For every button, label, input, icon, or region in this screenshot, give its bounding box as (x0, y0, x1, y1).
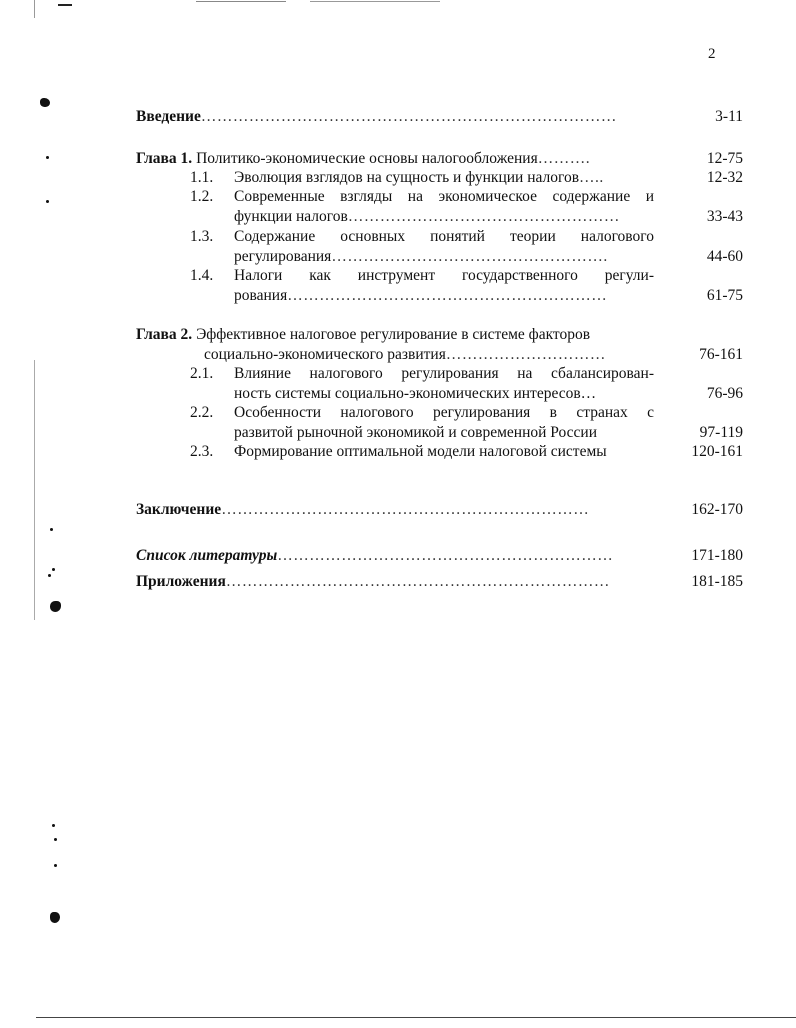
scan-artifact-left-edge (34, 0, 35, 18)
section-number: 2.1. (190, 365, 214, 382)
toc-page-range: 171-180 (691, 547, 743, 564)
scan-artifact-bottom-line (36, 1017, 796, 1018)
section-title: Эволюция взглядов на сущность и функции налогов (234, 169, 580, 186)
toc-page-range: 97-119 (699, 424, 743, 441)
chapter-prefix: Глава 2. (136, 326, 193, 343)
scan-artifact-speck (50, 528, 53, 531)
scan-artifact-left-edge (34, 360, 35, 620)
scan-artifact-speck (52, 824, 55, 827)
toc-dots: ……………………………………………. (331, 248, 608, 265)
section-number: 1.3. (190, 228, 214, 245)
toc-page-range: 162-170 (691, 501, 743, 518)
section-title-cont: регулирования (234, 248, 332, 265)
scan-artifact-speck (46, 156, 49, 159)
page-number: 2 (708, 46, 716, 62)
scan-artifact-blot (50, 912, 60, 923)
toc-section-1-3[interactable] (136, 227, 743, 267)
chapter-title-cont: социально-экономического развития (204, 346, 446, 363)
toc-dots: …………………………………………………………………… (200, 108, 617, 125)
chapter-prefix: Глава 1. (136, 150, 193, 167)
toc-chapter-1[interactable] (136, 149, 743, 169)
toc-page-range: 120-161 (691, 443, 743, 460)
section-title: Содержание основных понятий теории налогового (234, 228, 654, 245)
toc-page-range: 76-96 (706, 385, 743, 402)
toc-page-range: 12-75 (706, 150, 743, 167)
section-title: Влияние налогового регулирования на сбалансирован- (234, 365, 654, 382)
chapter-title: Эффективное налоговое регулирование в системе факторов (196, 326, 591, 343)
toc-page-range: 12-32 (706, 169, 743, 186)
toc-section-1-4[interactable] (136, 266, 743, 306)
toc-section-1-1[interactable] (136, 168, 743, 188)
toc-chapter-2[interactable] (136, 325, 743, 365)
section-title-cont: рования (234, 287, 288, 304)
toc-entry-label: Заключение (136, 501, 222, 518)
toc-dots: …………………………………………………………… (221, 501, 590, 518)
toc-dots: …………………………………………… (347, 208, 620, 225)
scan-artifact-blot (40, 98, 50, 107)
toc-dots: …………………………………………………… (287, 287, 608, 304)
section-title: Современные взгляды на экономическое содержание и (234, 188, 654, 205)
toc-entry-introduction[interactable] (136, 107, 743, 127)
toc-entry-references[interactable] (136, 546, 743, 566)
toc-entry-appendices[interactable] (136, 572, 743, 592)
toc-section-2-1[interactable] (136, 364, 743, 404)
toc-entry-label: Список литературы (136, 547, 278, 564)
section-title-cont: развитой рыночной экономикой и современной России (234, 424, 598, 441)
scan-artifact-speck (52, 568, 55, 571)
section-title: Налоги как инструмент государственного регули- (234, 267, 654, 284)
section-number: 1.2. (190, 188, 214, 205)
scan-artifact-top-line (196, 1, 286, 2)
toc-entry-label: Введение (136, 108, 201, 125)
scan-artifact-speck (54, 838, 57, 841)
toc-dots: ……………………………………………………… (277, 547, 614, 564)
scan-artifact-speck (48, 574, 51, 577)
toc-page-range: 181-185 (691, 573, 743, 590)
toc-section-2-2[interactable] (136, 403, 743, 443)
section-number: 1.1. (190, 169, 214, 186)
section-number: 2.2. (190, 404, 214, 421)
scan-artifact-top-mark (58, 4, 72, 6)
scan-artifact-speck (46, 200, 49, 203)
toc-dots: ……………………………………………………………… (225, 573, 610, 590)
section-title-cont: ность системы социально-экономических интересов… (234, 385, 597, 402)
toc-dots: ………. (537, 150, 591, 167)
toc-page-range: 76-161 (699, 346, 743, 363)
toc-entry-label: Приложения (136, 573, 226, 590)
section-title: Особенности налогового регулирования в странах с (234, 404, 654, 421)
scan-artifact-speck (54, 864, 57, 867)
toc-page-range: 3-11 (715, 108, 743, 125)
toc-page-range: 44-60 (706, 248, 743, 265)
chapter-title: Политико-экономические основы налогообложения (196, 150, 538, 167)
toc-page-range: 61-75 (706, 287, 743, 304)
toc-section-1-2[interactable] (136, 187, 743, 227)
toc-page-range: 33-43 (706, 208, 743, 225)
toc-dots: ………………………… (445, 346, 606, 363)
toc-dots: ….. (579, 169, 604, 186)
toc-entry-conclusion[interactable] (136, 500, 743, 520)
section-title: Формирование оптимальной модели налоговой системы (234, 443, 607, 460)
scan-artifact-top-line (310, 1, 440, 2)
scan-artifact-blot (50, 601, 61, 612)
section-title-cont: функции налогов (234, 208, 348, 225)
section-number: 1.4. (190, 267, 214, 284)
section-number: 2.3. (190, 443, 214, 460)
toc-section-2-3[interactable] (136, 442, 743, 462)
